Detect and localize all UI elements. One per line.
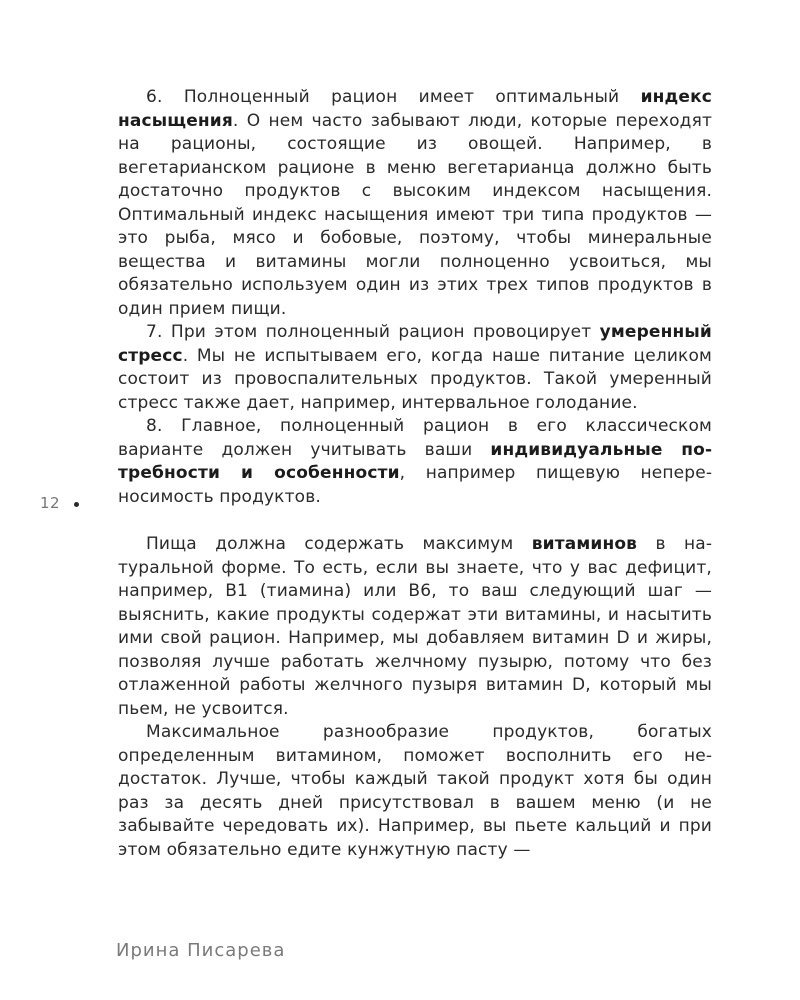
paragraph-text: , например пищевую непереносимость продуктов. [118,463,712,507]
bold-term: индивидуальные потребности и особенности [118,439,712,483]
page-number: 12 [40,494,61,512]
paragraph-vitamins [118,533,712,721]
paragraph-point-8 [118,415,712,509]
paragraph-point-6 [118,86,712,321]
body-text [118,86,712,862]
bold-term: умеренный стресс [118,322,712,366]
bold-term: индекс насыщения [118,87,712,131]
paragraph-point-7 [118,321,712,415]
author-footer: Ирина Писарева [116,940,286,961]
paragraph-text: 7. При этом полноценный рацион провоцирует [146,322,600,342]
paragraph-text: 6. Полноценный рацион имеет оптимальный [146,87,641,107]
page-number-dot [74,502,79,507]
paragraph-text: в натуральной форме. То есть, если вы знаете, что у вас дефицит, например, B1 (тиамина) или B6, то ваш следующий шаг — выяснить, какие продукты содержат эти витамины, и насытить ими свой рацион. Например, мы добавляем витамин D и жиры, позволяя лучше работать желчному пузырю, потому что без отлаженной работы желчного пузыря витамин D, который мы пьем, не усвоится. [118,534,713,719]
paragraph-text: . Мы не испытываем его, когда наше питание целиком состоит из провоспалительных продуктов. Такой умеренный стресс также дает, например, интервальное голодание. [118,345,712,413]
paragraph-text: Пища должна содержать максимум [146,534,532,554]
bold-term: витаминов [531,534,638,554]
paragraph-text: . О нем часто забывают люди, которые переходят на рационы, состоящие из овощей. Например, в вегетарианском рационе в меню вегетарианца должно быть достаточно продуктов с высоким индексом насыщения. Оптимальный индекс насыщения имеют три типа продуктов — это рыба, мясо и бобовые, поэтому, чтобы минеральные вещества и витамины могли полноценно усвоиться, мы обязательно используем один из этих трех типов продуктов в один прием пищи. [118,110,712,319]
paragraph-text: 8. Главное, полноценный рацион в его классическом варианте должен учитывать ваши [118,416,712,460]
paragraph-variety: Максимальное разнообразие продуктов, богатых определенным витамином, поможет восполнить его недостаток. Лучше, чтобы каждый такой продукт хотя бы один раз за десять дней присутствовал в вашем меню (и не забывайте чередовать их). Например, вы пьете кальций и при этом обязательно едите кунжутную пасту — [118,722,712,860]
